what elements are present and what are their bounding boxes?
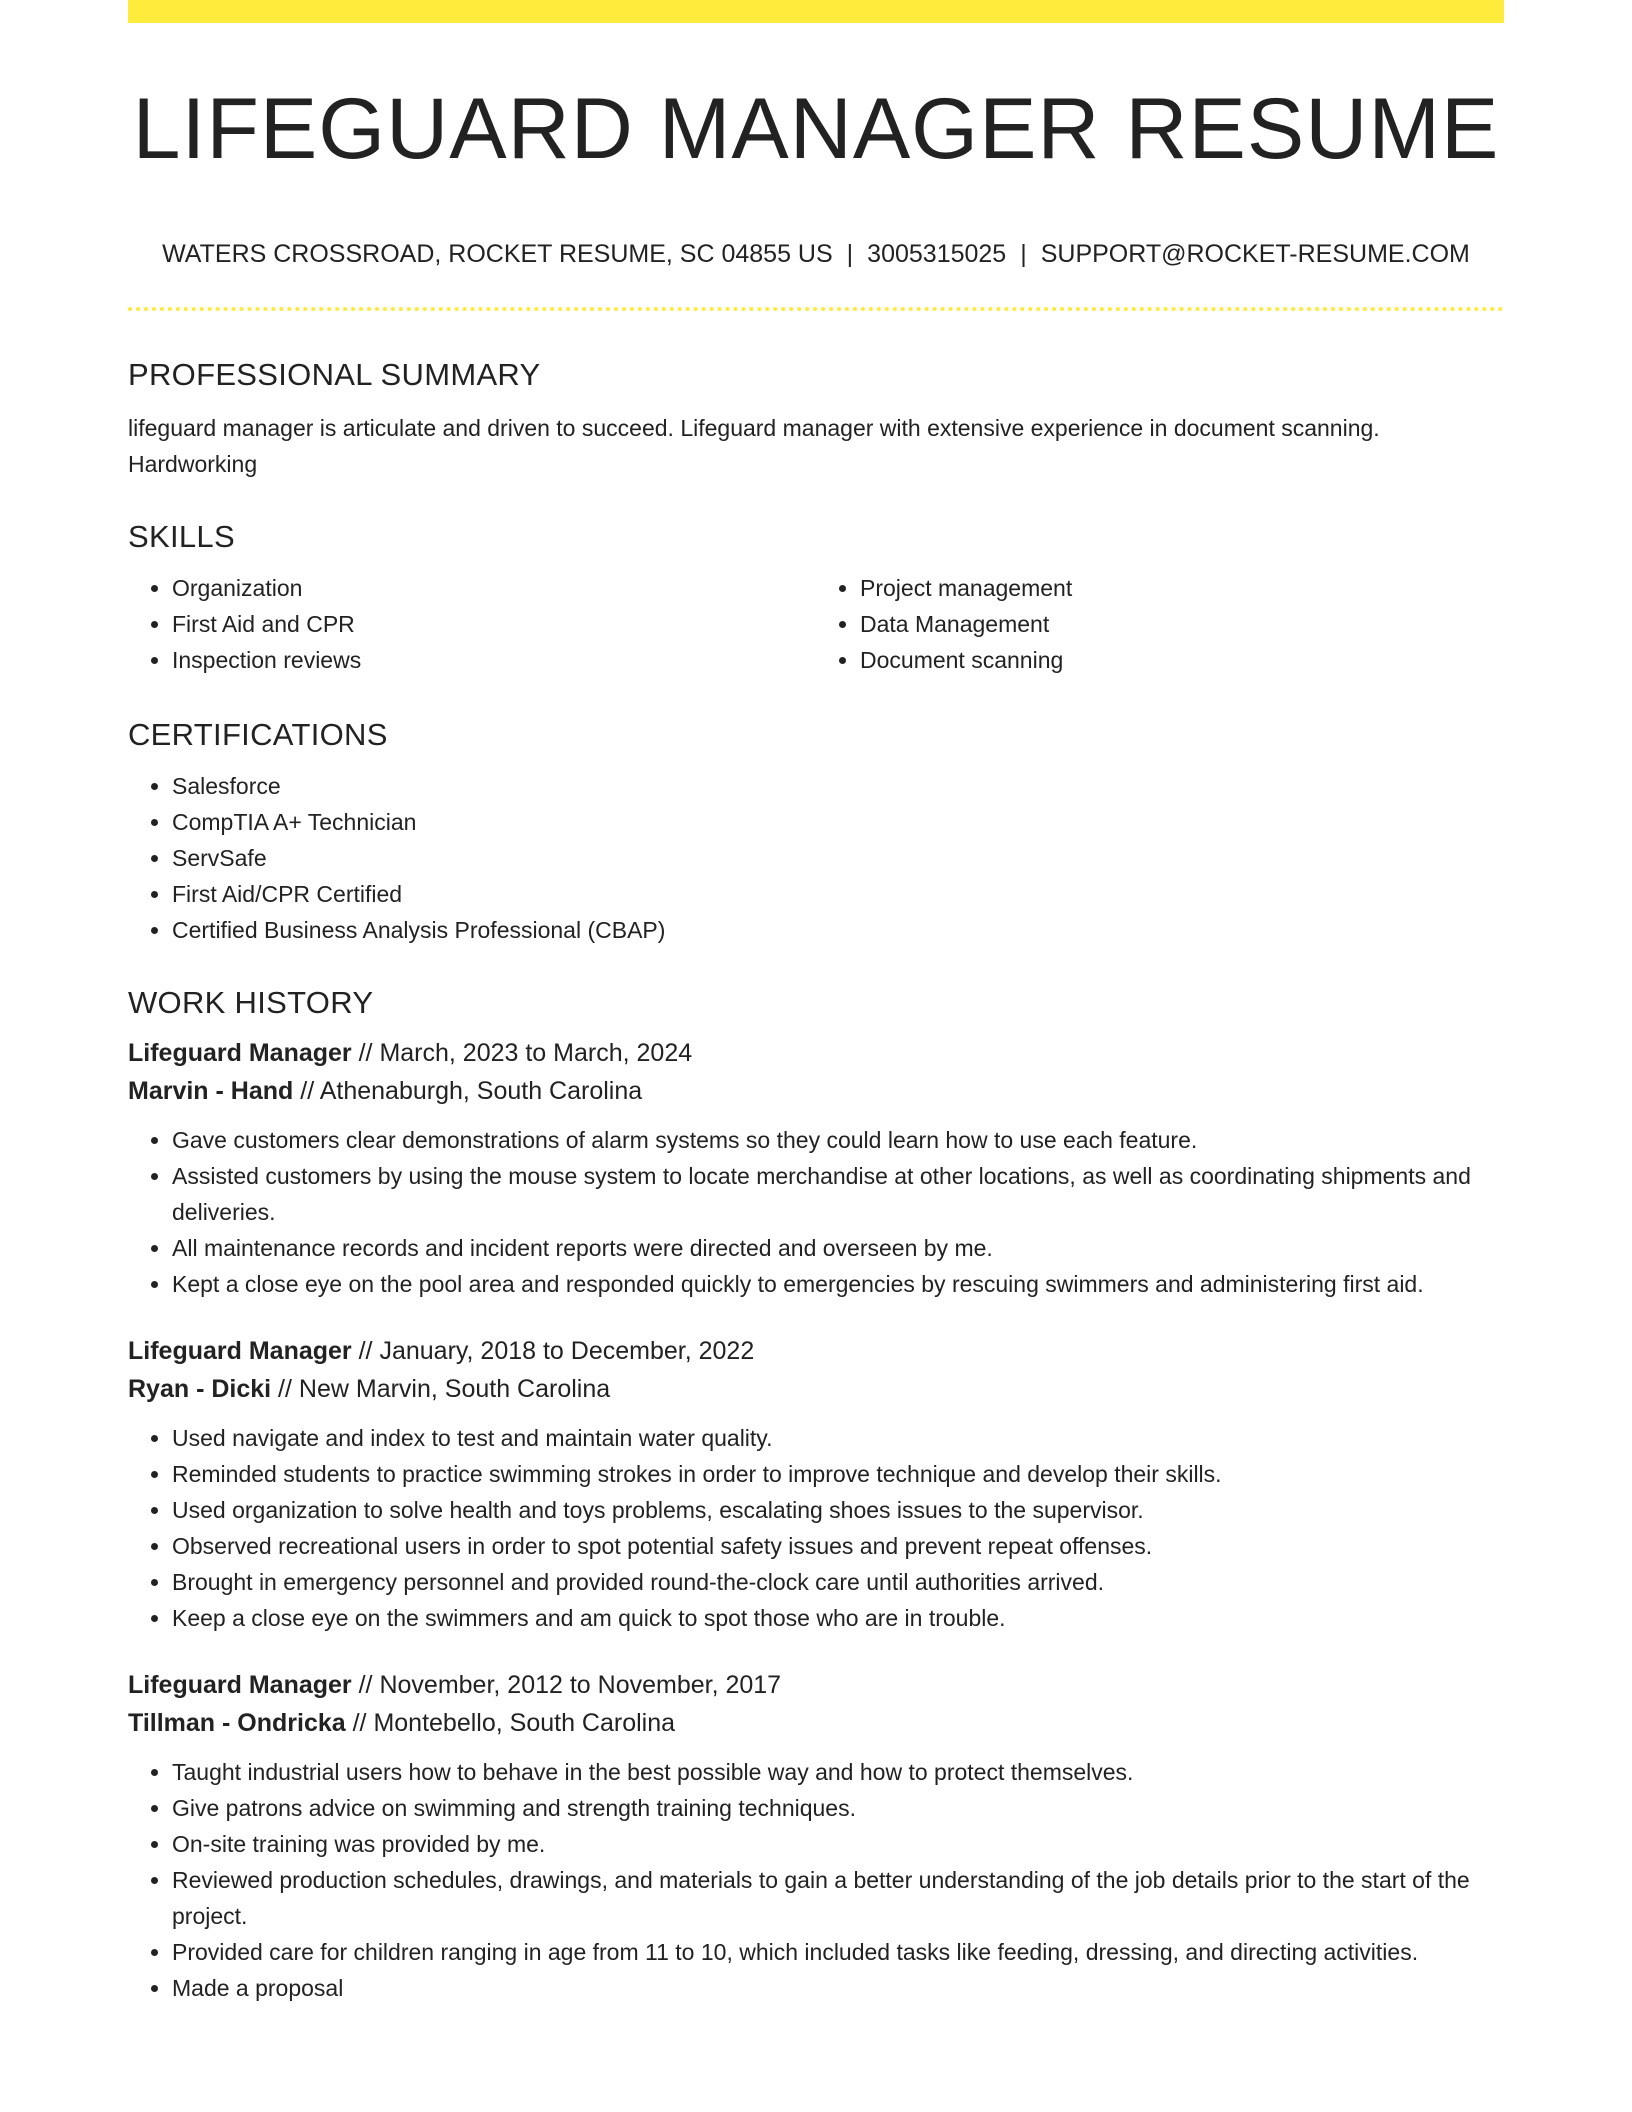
job-separator: // xyxy=(351,1039,380,1067)
skill-item: • Data Management xyxy=(860,606,1504,642)
job-bullet: • Used organization to solve health and toys problems, escalating shoes issues to the supervisor. xyxy=(172,1492,1504,1528)
job-bullet: • Keep a close eye on the swimmers and am quick to spot those who are in trouble. xyxy=(172,1600,1504,1636)
job-bullets xyxy=(128,1420,1504,1636)
certifications-section xyxy=(128,710,1504,948)
job-title-line xyxy=(128,1332,1504,1370)
job-bullets xyxy=(128,1122,1504,1302)
work-history-heading: WORK HISTORY xyxy=(128,985,374,1020)
job-bullet: • Gave customers clear demonstrations of alarm systems so they could learn how to use each feature. xyxy=(172,1122,1504,1158)
job-entry xyxy=(128,1666,1504,2006)
job-bullet: • Brought in emergency personnel and provided round-the-clock care until authorities arrived. xyxy=(172,1564,1504,1600)
job-bullet: • Taught industrial users how to behave in the best possible way and how to protect themselves. xyxy=(172,1754,1504,1790)
job-separator: // xyxy=(271,1375,299,1403)
job-company: Tillman - Ondricka xyxy=(128,1709,346,1737)
contact-line xyxy=(128,238,1504,270)
skill-item: • Project management xyxy=(860,570,1504,606)
job-separator: // xyxy=(293,1077,320,1105)
skill-item: • Organization xyxy=(172,570,816,606)
certifications-heading: CERTIFICATIONS xyxy=(128,717,388,752)
job-title: Lifeguard Manager xyxy=(128,1671,352,1699)
job-bullet: • Observed recreational users in order to spot potential safety issues and prevent repeat offenses. xyxy=(172,1528,1504,1564)
certification-item: • Certified Business Analysis Professional (CBAP) xyxy=(172,912,1504,948)
contact-separator: | xyxy=(1020,240,1027,268)
resume-body xyxy=(128,350,1504,2036)
certification-item: • Salesforce xyxy=(172,768,1504,804)
job-bullet: • Kept a close eye on the pool area and responded quickly to emergencies by rescuing swimmers and administering first aid. xyxy=(172,1266,1504,1302)
resume-title: LIFEGUARD MANAGER RESUME xyxy=(132,81,1500,177)
job-location: New Marvin, South Carolina xyxy=(298,1375,611,1403)
job-location: Athenaburgh, South Carolina xyxy=(319,1077,643,1105)
certification-item: • ServSafe xyxy=(172,840,1504,876)
job-dates: March, 2023 to March, 2024 xyxy=(379,1039,693,1067)
job-entry xyxy=(128,1034,1504,1302)
job-dates: November, 2012 to November, 2017 xyxy=(379,1671,782,1699)
job-bullet: • Made a proposal xyxy=(172,1970,1504,2006)
job-dates: January, 2018 to December, 2022 xyxy=(379,1337,755,1365)
certification-item: • First Aid/CPR Certified xyxy=(172,876,1504,912)
job-company-line xyxy=(128,1370,1504,1408)
accent-bar xyxy=(128,0,1504,23)
job-company-line xyxy=(128,1704,1504,1742)
job-bullet: • Reminded students to practice swimming strokes in order to improve technique and develop their skills. xyxy=(172,1456,1504,1492)
job-company-line xyxy=(128,1072,1504,1110)
summary-section xyxy=(128,350,1504,482)
job-separator: // xyxy=(351,1671,380,1699)
certification-item: • CompTIA A+ Technician xyxy=(172,804,1504,840)
job-bullet: • Used navigate and index to test and maintain water quality. xyxy=(172,1420,1504,1456)
job-title: Lifeguard Manager xyxy=(128,1039,352,1067)
certifications-list xyxy=(128,768,1504,948)
job-separator: // xyxy=(345,1709,374,1737)
skills-columns xyxy=(128,570,1504,678)
job-title-line xyxy=(128,1666,1504,1704)
job-company: Marvin - Hand xyxy=(128,1077,294,1105)
job-location: Montebello, South Carolina xyxy=(373,1709,676,1737)
skill-item: • Inspection reviews xyxy=(172,642,816,678)
job-bullet: • On-site training was provided by me. xyxy=(172,1826,1504,1862)
job-bullet: • Reviewed production schedules, drawings, and materials to gain a better understanding of the job details prior to the start of the project. xyxy=(172,1862,1504,1934)
skills-right-list xyxy=(816,570,1504,678)
job-bullets xyxy=(128,1754,1504,2006)
skill-item: • Document scanning xyxy=(860,642,1504,678)
job-title-line xyxy=(128,1034,1504,1072)
skills-left-list xyxy=(128,570,816,678)
summary-heading: PROFESSIONAL SUMMARY xyxy=(128,357,541,392)
job-bullet: • Give patrons advice on swimming and strength training techniques. xyxy=(172,1790,1504,1826)
contact-address: WATERS CROSSROAD, ROCKET RESUME, SC 04855 US xyxy=(162,240,833,268)
job-entry xyxy=(128,1332,1504,1636)
skills-heading: SKILLS xyxy=(128,519,235,554)
contact-phone: 3005315025 xyxy=(867,240,1007,268)
summary-text: lifeguard manager is articulate and driven to succeed. Lifeguard manager with extensive experience in document scanning. Hardworking xyxy=(128,415,1380,477)
job-separator: // xyxy=(351,1337,380,1365)
work-history-section xyxy=(128,978,1504,2006)
job-bullet: • Provided care for children ranging in age from 11 to 10, which included tasks like feeding, dressing, and directing activities. xyxy=(172,1934,1504,1970)
dotted-divider xyxy=(128,307,1504,311)
skills-section xyxy=(128,512,1504,678)
skill-item: • First Aid and CPR xyxy=(172,606,816,642)
job-company: Ryan - Dicki xyxy=(128,1375,272,1403)
job-bullet: • All maintenance records and incident reports were directed and overseen by me. xyxy=(172,1230,1504,1266)
job-bullet: • Assisted customers by using the mouse system to locate merchandise at other locations, as well as coordinating shipments and deliveries. xyxy=(172,1158,1504,1230)
job-title: Lifeguard Manager xyxy=(128,1337,352,1365)
contact-separator: | xyxy=(846,240,854,268)
contact-email: SUPPORT@ROCKET-RESUME.COM xyxy=(1040,240,1470,268)
